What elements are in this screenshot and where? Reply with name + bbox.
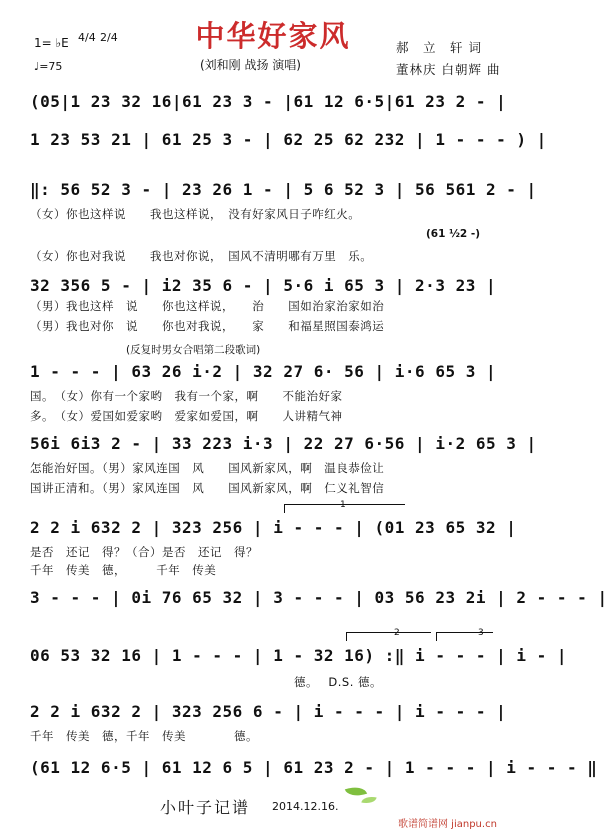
lyric-line-9: 德。 D.S. 德。 bbox=[30, 675, 383, 689]
volta-bracket-3 bbox=[436, 632, 493, 641]
score-line-5: 1 - - - | 63 26 i·2 | 32 27 6· 56 | i·6 65 3 | bbox=[30, 362, 497, 381]
lyric-line-6a: 怎能治好国。（男）家风连国 风 国风新家风，啊 温良恭俭让 bbox=[30, 461, 385, 475]
lyricist-credit: 郝 立 轩 词 bbox=[396, 40, 482, 55]
score-line-8: 3 - - - | 0i 76 65 32 | 3 - - - | 03 56 23 2i | 2 - - - | bbox=[30, 588, 608, 607]
leaf-small-icon bbox=[361, 795, 376, 806]
transcription-date: 2014.12.16. bbox=[272, 800, 339, 813]
score-line-7: 2 2 i 632 2 | 323 256 | i - - - | (01 23 65 32 | bbox=[30, 518, 517, 537]
score-line-11: (61 12 6·5 | 61 12 6 5 | 61 23 2 - | 1 - - - | i - - - ‖ bbox=[30, 758, 598, 777]
performers: (刘和刚 战扬 演唱) bbox=[200, 58, 301, 72]
transcriber-signature: 小叶子记谱 bbox=[160, 798, 251, 817]
volta-bracket-2 bbox=[346, 632, 431, 641]
duet-note: (反复时男女合唱第二段歌词) bbox=[126, 344, 261, 356]
chorus-bracket: (61 ½2 -) bbox=[426, 228, 481, 240]
time-sig-text-2: 2/4 bbox=[100, 31, 118, 44]
lyric-line-10: 千年 传美 德，千年 传美 德。 bbox=[30, 729, 258, 743]
lyric-line-5a: 国。 （女）你有一个家哟 我有一个家，啊 不能治好家 bbox=[30, 389, 343, 403]
score-line-9: 06 53 32 16 | 1 - - - | 1 - 32 16) :‖ i - - - | i - | bbox=[30, 646, 568, 665]
score-line-10: 2 2 i 632 2 | 323 256 6 - | i - - - | i - - - | bbox=[30, 702, 507, 721]
score-line-1: (05|1 23 32 16|61 23 3 - |61 12 6·5|61 23 2 - | bbox=[30, 92, 507, 111]
lyric-line-4b: （男）我也对你 说 你也对我说， 家 和福星照国泰鸿运 bbox=[30, 319, 385, 333]
lyric-line-7a: 是否 还记 得？（合）是否 还记 得？ bbox=[30, 545, 258, 559]
composer-credit: 董林庆 白朝辉 曲 bbox=[396, 62, 501, 77]
lyric-line-5b: 多。 （女）爱国如爱家哟 爱家如爱国，啊 人讲精气神 bbox=[30, 409, 343, 423]
time-sig-text: 4/4 bbox=[78, 31, 96, 44]
score-line-4: 32 356 5 - | i2 35 6 - | 5·6 i 65 3 | 2·3 23 | bbox=[30, 276, 497, 295]
volta-number-2: 2 bbox=[394, 628, 400, 638]
lyric-line-7b: 千年 传美 德， 千年 传美 bbox=[30, 563, 217, 577]
score-line-2: 1 23 53 21 | 61 25 3 - | 62 25 62 232 | 1 - - - ) | bbox=[30, 130, 547, 149]
song-title: 中华好家风 bbox=[195, 19, 351, 53]
score-line-3: ‖: 56 52 3 - | 23 26 1 - | 5 6 52 3 | 56 561 2 - | bbox=[30, 180, 537, 199]
lyric-line-4a: （男）我也这样 说 你也这样说， 治 国如治家治家如治 bbox=[30, 299, 385, 313]
key-signature: 1= ♭E bbox=[34, 36, 69, 50]
lyric-line-3b: （女）你也对我说 我也对你说， 国风不清明哪有万里 乐。 bbox=[30, 249, 373, 263]
lyric-line-6b: 国讲正清和。（男）家风连国 风 国风新家风，啊 仁义礼智信 bbox=[30, 481, 385, 495]
tempo-marking: ♩=75 bbox=[34, 60, 63, 73]
volta-number-1: 1 bbox=[340, 500, 346, 510]
score-line-6: 56i 6i3 2 - | 33 223 i·3 | 22 27 6·56 | i·2 65 3 | bbox=[30, 434, 537, 453]
lyric-line-3a: （女）你也这样说 我也这样说， 没有好家风日子咋红火。 bbox=[30, 207, 361, 221]
site-watermark: 歌谱简谱网 jianpu.cn bbox=[398, 819, 497, 830]
volta-number-3: 3 bbox=[478, 628, 484, 638]
